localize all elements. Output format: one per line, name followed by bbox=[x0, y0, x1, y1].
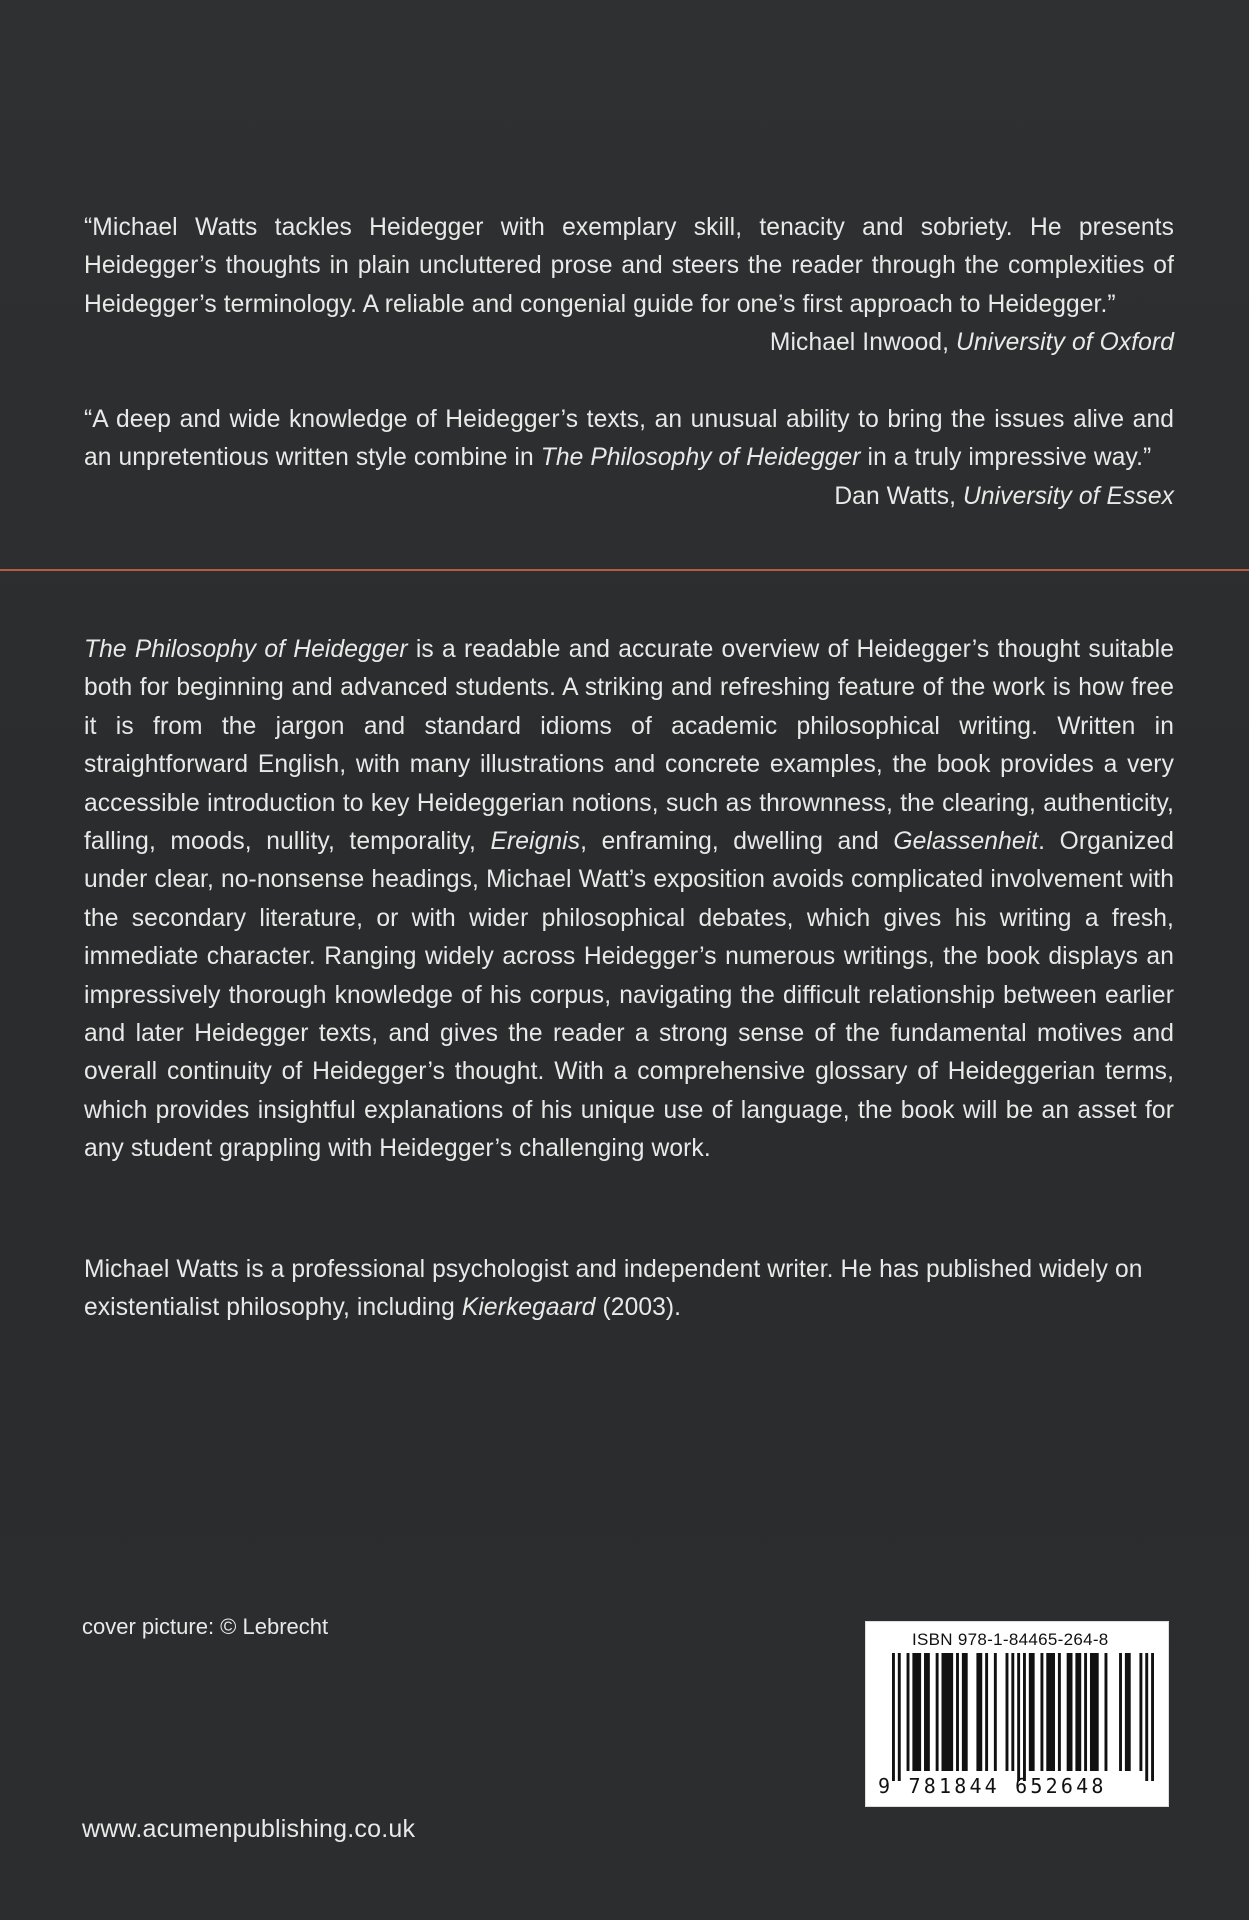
review-author: Michael Inwood, bbox=[769, 329, 950, 357]
barcode-bar bbox=[1125, 1653, 1131, 1771]
barcode-bar bbox=[962, 1653, 968, 1771]
bio-text-1: Michael Watts is a professional psychologist and independent writer. He has published widely on existentialist philosophy, including bbox=[84, 1256, 1143, 1322]
barcode-bar bbox=[976, 1653, 982, 1771]
description-term-gelassenheit: Gelassenheit bbox=[893, 828, 1039, 856]
barcode-bar bbox=[1029, 1653, 1035, 1771]
review-attribution bbox=[834, 478, 1174, 516]
book-description bbox=[84, 631, 1174, 1169]
barcode-bar bbox=[1139, 1653, 1142, 1771]
review-quote-book-title: The Philosophy of Heidegger bbox=[540, 444, 861, 472]
barcode-digits: 9 781844 652648 bbox=[878, 1774, 1107, 1798]
barcode-bar bbox=[1084, 1653, 1087, 1771]
barcode-bar bbox=[907, 1653, 910, 1771]
review-affiliation: University of Oxford bbox=[956, 329, 1174, 357]
barcode-bar bbox=[1075, 1653, 1081, 1771]
barcode-icon bbox=[892, 1653, 1154, 1781]
barcode-bar bbox=[956, 1653, 959, 1771]
isbn-label: ISBN 978-1-84465-264-8 bbox=[912, 1630, 1109, 1649]
description-book-title: The Philosophy of Heidegger bbox=[84, 636, 408, 663]
barcode-bar bbox=[1119, 1653, 1122, 1771]
barcode-bar bbox=[924, 1653, 930, 1771]
review-attribution-row bbox=[84, 478, 1174, 516]
review-quote-start: “A deep and wide knowledge of Heidegger’s texts, an unusual ability to bring the issues alive and an unpretentious written style combine in bbox=[84, 406, 1174, 472]
barcode-bar bbox=[1145, 1653, 1148, 1781]
barcode-bar bbox=[936, 1653, 939, 1771]
barcode-bar bbox=[985, 1653, 988, 1771]
review-quote: “Michael Watts tackles Heidegger with exemplary skill, tenacity and sobriety. He presents Heidegger’s thoughts in plain uncluttered prose and steers the reader through the complexities of Heidegger’s terminology. A reliable and congenial guide for one’s first approach to Heidegger.” bbox=[84, 214, 1174, 318]
bio-work-title: Kierkegaard bbox=[461, 1294, 596, 1322]
barcode-bar bbox=[892, 1653, 895, 1781]
barcode-bar bbox=[1090, 1653, 1099, 1771]
description-text-3: . Organized under clear, no-nonsense headings, Michael Watt’s exposition avoids complicated involvement with the secondary literature, or with wider philosophical debates, which gives his writing a fresh, immediate character. Ranging widely across Heidegger’s numerous writings, the book displays an impressively thorough knowledge of his corpus, navigating the difficult relationship between earlier and later Heidegger texts, and gives the reader a strong sense of the fundamental motives and overall continuity of Heidegger’s thought. With a comprehensive glossary of Heideggerian terms, which provides insightful explanations of his unique use of language, the book will be an asset for any student grappling with Heidegger’s challenging work. bbox=[84, 828, 1174, 1163]
review-quote-end: in a truly impressive way.” bbox=[860, 444, 1152, 472]
barcode-bar bbox=[941, 1653, 953, 1771]
barcode-bar bbox=[1058, 1653, 1061, 1771]
cover-picture-credit: cover picture: © Lebrecht bbox=[82, 1614, 329, 1639]
barcode-bar bbox=[1151, 1653, 1154, 1781]
barcode-bar bbox=[1040, 1653, 1043, 1771]
barcode-bar bbox=[1046, 1653, 1055, 1771]
barcode-bar bbox=[994, 1653, 997, 1771]
barcode-bar bbox=[1011, 1653, 1014, 1771]
publisher-website: www.acumenpublishing.co.uk bbox=[82, 1815, 416, 1843]
barcode-bar bbox=[1023, 1653, 1026, 1781]
section-divider bbox=[0, 569, 1249, 571]
description-term-ereignis: Ereignis bbox=[490, 828, 581, 856]
review-author: Dan Watts, bbox=[834, 482, 957, 510]
review-blurb-watts bbox=[84, 401, 1174, 516]
barcode-bar bbox=[1006, 1653, 1009, 1771]
description-text-1: is a readable and accurate overview of Heidegger’s thought suitable both for beginning and advanced students. A striking and refreshing feature of the work is how free it is from the jargon and standard idioms of academic philosophical writing. Written in straightforward English, with many illustrations and concrete examples, the book provides a very accessible introduction to key Heideggerian notions, such as thrownness, the clearing, authenticity, falling, moods, nullity, temporality, bbox=[84, 636, 1174, 856]
review-attribution bbox=[770, 324, 1174, 362]
description-text-2: , enframing, dwelling and bbox=[580, 828, 894, 856]
author-bio bbox=[84, 1251, 1174, 1328]
review-affiliation: University of Essex bbox=[962, 482, 1174, 510]
barcode-bar bbox=[1067, 1653, 1073, 1771]
barcode-bar bbox=[1105, 1653, 1108, 1771]
isbn-barcode-panel bbox=[865, 1621, 1169, 1807]
barcode-bar bbox=[898, 1653, 901, 1781]
review-attribution-row bbox=[84, 324, 1174, 362]
barcode-bar bbox=[1017, 1653, 1020, 1781]
barcode-bar bbox=[912, 1653, 921, 1771]
review-blurb-inwood bbox=[84, 209, 1174, 363]
bio-text-2: (2003). bbox=[595, 1294, 682, 1322]
